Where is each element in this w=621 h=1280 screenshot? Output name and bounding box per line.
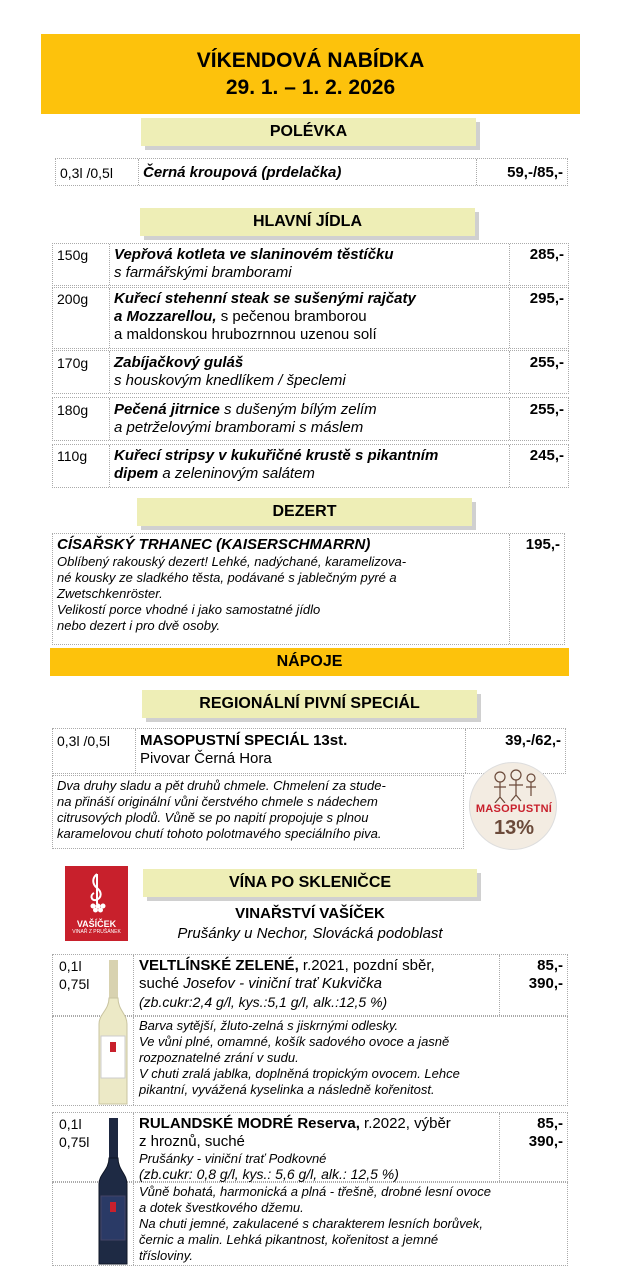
red-wine-bottle-icon xyxy=(93,1116,133,1268)
wine-desc-line: pikantní, vyvážená kyselinka a následně kořenitost. xyxy=(139,1082,435,1097)
beer-logo-percent: 13% xyxy=(493,817,535,839)
white-wine-bottle-icon xyxy=(93,958,133,1108)
wine-qty: 0,75l xyxy=(59,1134,90,1150)
beer-desc-line: karamelovou chutí tohoto polotmavého speciálního piva. xyxy=(57,826,382,841)
treble-clef-grape-icon xyxy=(82,870,112,914)
main-price: 295,- xyxy=(509,288,570,348)
wine-qty: 0,75l xyxy=(59,976,90,992)
beer-desc-line: na přináší originální vůni čerstvého chmele s nádechem xyxy=(57,794,378,809)
wine-qty: 0,1l xyxy=(59,958,82,974)
main-desc: s houskovým knedlíkem / špeclemi xyxy=(114,372,346,389)
main-price: 255,- xyxy=(509,398,570,440)
beer-desc xyxy=(52,775,464,849)
main-desc: s dušeným bílým zelím xyxy=(219,401,377,418)
wine-desc-line: Ve vůni plné, omamné, košík sadového ovoce a jasně xyxy=(139,1034,450,1049)
winery-name: VINAŘSTVÍ VAŠÍČEK xyxy=(235,905,385,922)
dessert-row xyxy=(52,533,565,645)
wine-vineyard: Josefov - viniční trať Kukvička xyxy=(183,975,382,992)
main-name-cont: a Mozzarellou, xyxy=(114,308,217,325)
section-title-beer: REGIONÁLNÍ PIVNÍ SPECIÁL xyxy=(142,690,477,718)
wine-desc-line: Barva sytější, žluto-zelná s jiskrnými odlesky. xyxy=(139,1018,399,1033)
main-price: 255,- xyxy=(509,351,570,393)
beer-desc-line: Dva druhy sladu a pět druhů chmele. Chmelení za stude- xyxy=(57,778,386,793)
main-name: Zabíjačkový guláš xyxy=(114,354,244,371)
wine-desc-line: rozpoznatelné zrání v sudu. xyxy=(139,1050,299,1065)
beer-logo-text: MASOPUSTNÍ xyxy=(475,803,553,815)
beer-logo xyxy=(469,762,557,850)
soup-qty: 0,3l /0,5l xyxy=(60,165,113,181)
beer-price: 39,-/62,- xyxy=(465,729,567,773)
wine-price: 390,- xyxy=(528,975,563,992)
main-price: 245,- xyxy=(509,445,570,487)
section-title-soup: POLÉVKA xyxy=(141,118,476,146)
section-title-mains: HLAVNÍ JÍDLA xyxy=(140,208,475,236)
main-item xyxy=(52,350,569,394)
main-desc: s farmářskými bramborami xyxy=(114,264,292,281)
wine-params: (zb.cukr:2,4 g/l, kys.:5,1 g/l, alk.:12,5 %) xyxy=(139,994,388,1010)
main-desc: a maldonskou hrubozrnnou uzenou solí xyxy=(114,326,377,343)
winery-logo-name: VAŠÍČEK xyxy=(76,919,117,929)
section-title-drinks: NÁPOJE xyxy=(50,648,569,676)
main-item xyxy=(52,444,569,488)
main-price: 285,- xyxy=(509,244,570,285)
dessert-desc-line: Zwetschkenröster. xyxy=(57,586,163,601)
beer-desc-line: citrusových plodů. Vůně se po napití propojuje s plnou xyxy=(57,810,369,825)
soup-name: Černá kroupová (prdelačka) xyxy=(138,159,530,185)
soup-price: 59,-/85,- xyxy=(476,159,569,185)
section-title-wines: VÍNA PO SKLENIČCE xyxy=(143,869,477,897)
dessert-name: CÍSAŘSKÝ TRHANEC (KAISERSCHMARRN) xyxy=(57,536,371,553)
soup-row xyxy=(55,158,568,186)
main-name-cont: dipem xyxy=(114,465,159,482)
beer-brewery: Pivovar Černá Hora xyxy=(140,750,272,767)
wine-desc-line: Vůně bohatá, harmonická a plná - třešně, drobné lesní ovoce xyxy=(139,1184,491,1199)
main-name: Kuřecí stehenní steak se sušenými rajčaty xyxy=(114,290,416,307)
dessert-desc-line: nebo dezert i pro dvě osoby. xyxy=(57,618,221,633)
wine-vineyard: Prušánky - viniční trať Podkovné xyxy=(139,1151,327,1166)
wine-desc-line: černic a malin. Lehká pikantnost, kořenitost a jemné xyxy=(139,1232,439,1247)
main-desc: a zeleninovým salátem xyxy=(158,465,315,482)
wine-desc-line: V chuti zralá jablka, doplněná tropickým ovocem. Lehce xyxy=(139,1066,460,1081)
main-item xyxy=(52,287,569,349)
wine-params: (zb.cukr: 0,8 g/l, kys.: 5,6 g/l, alk.: 12,5 %) xyxy=(139,1166,399,1182)
header-title: VÍKENDOVÁ NABÍDKA xyxy=(196,49,425,72)
wine-price: 85,- xyxy=(537,1115,563,1132)
header-dates: 29. 1. – 1. 2. 2026 xyxy=(225,76,396,99)
main-name: Vepřová kotleta ve slaninovém těstíčku xyxy=(114,246,394,263)
winery-logo-sub: VINAŘ Z PRUŠÁNEK xyxy=(72,929,121,935)
wine-meta: r.2022, výběr xyxy=(359,1115,451,1132)
winery-place: Prušánky u Nechor, Slovácká podoblast xyxy=(177,925,443,942)
wine-desc-line: a dotek švestkového džemu. xyxy=(139,1200,304,1215)
winery-logo xyxy=(65,866,128,941)
page-header xyxy=(41,34,580,114)
main-qty: 180g xyxy=(57,402,89,418)
main-item xyxy=(52,397,569,441)
beer-name: MASOPUSTNÍ SPECIÁL 13st. xyxy=(140,732,348,749)
main-qty: 200g xyxy=(57,291,89,307)
wine-desc-line: Na chuti jemné, zakulacené s charakterem lesních borůvek, xyxy=(139,1216,483,1231)
wine-desc-line: třísloviny. xyxy=(139,1248,193,1263)
main-name: Kuřecí stripsy v kukuřičné krustě s pikantním xyxy=(114,447,439,464)
main-item xyxy=(52,243,569,286)
wine-meta: suché xyxy=(139,975,184,992)
dessert-desc-line: Oblíbený rakouský dezert! Lehké, nadýchané, karamelizova- xyxy=(57,554,407,569)
main-name: Pečená jitrnice xyxy=(114,401,220,418)
dessert-desc-line: Velikostí porce vhodné i jako samostatné jídlo xyxy=(57,602,321,617)
wine-qty: 0,1l xyxy=(59,1116,82,1132)
main-desc: s pečenou bramborou xyxy=(216,308,367,325)
section-title-dessert: DEZERT xyxy=(137,498,472,526)
wine-price: 390,- xyxy=(528,1133,563,1150)
main-desc: a petrželovými bramborami s máslem xyxy=(114,419,364,436)
wine-name: RULANDSKÉ MODRÉ Reserva, xyxy=(139,1115,360,1132)
wine-name: VELTLÍNSKÉ ZELENÉ, xyxy=(139,957,299,974)
beer-logo-figures-icon xyxy=(470,765,558,803)
dessert-price: 195,- xyxy=(509,534,566,644)
wine-meta: r.2021, pozdní sběr, xyxy=(298,957,435,974)
wine-price: 85,- xyxy=(537,957,563,974)
beer-qty: 0,3l /0,5l xyxy=(57,733,110,749)
main-qty: 170g xyxy=(57,355,89,371)
wine-meta: z hroznů, suché xyxy=(139,1133,245,1150)
main-qty: 150g xyxy=(57,247,89,263)
dessert-desc-line: né kousky ze sladkého těsta, podávané s jablečným pyré a xyxy=(57,570,397,585)
main-qty: 110g xyxy=(57,448,88,464)
